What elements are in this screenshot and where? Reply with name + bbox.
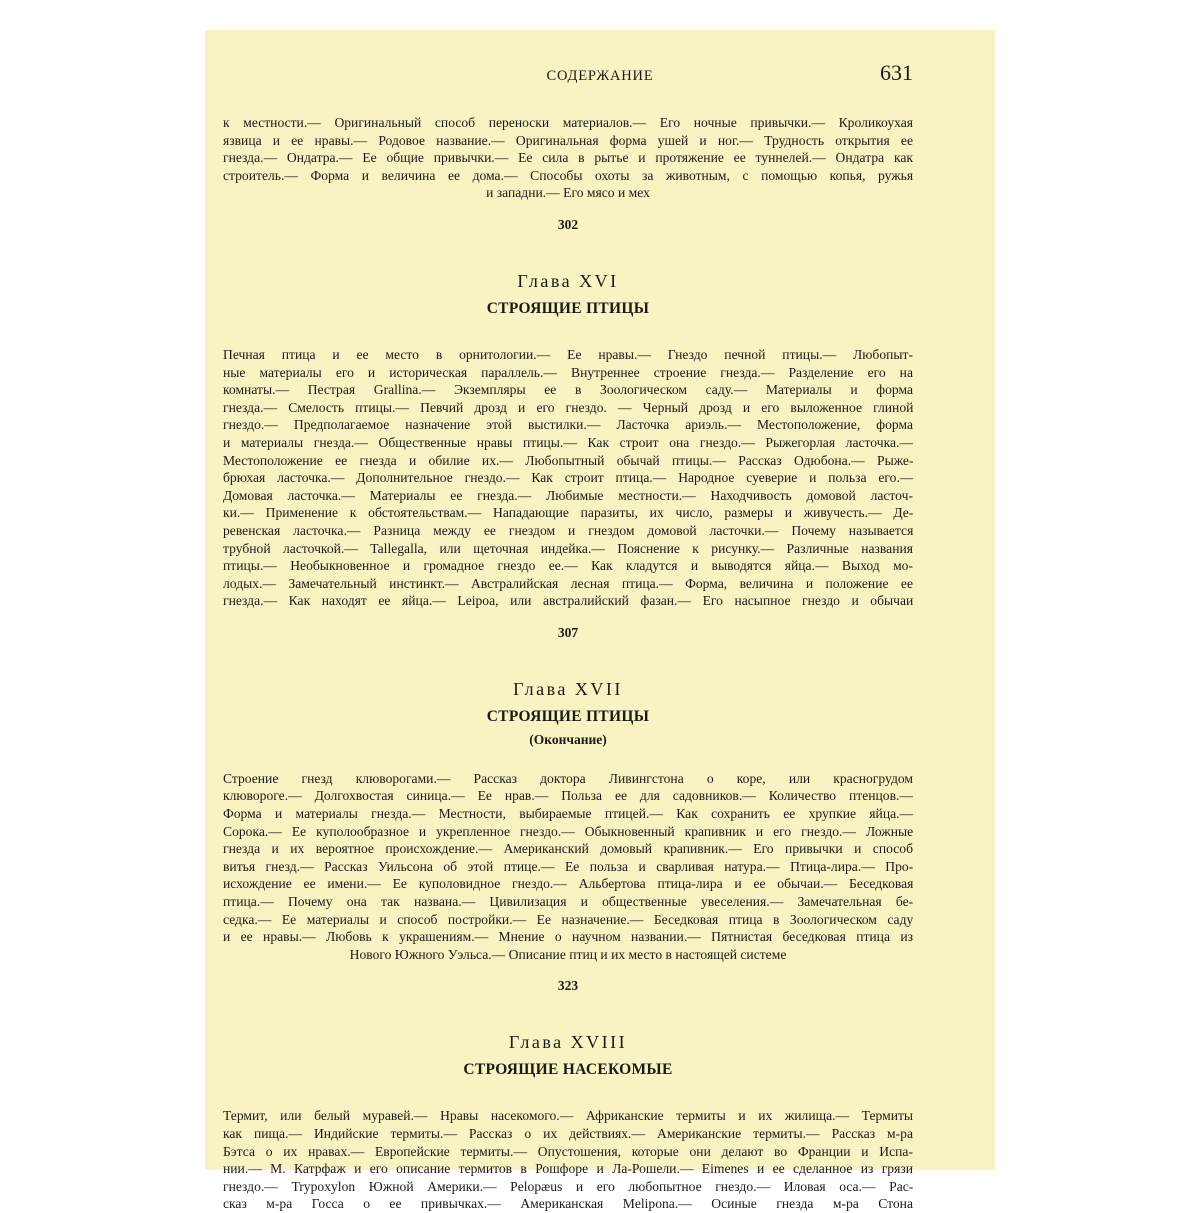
page-ref: 307 bbox=[557, 624, 579, 640]
text-line: гнезда.— Как находят ее яйца.— Leipoa, или австралийский фазан.— Его насыпное гнездо и обычаи bbox=[223, 593, 913, 609]
text-line: как пища.— Индийские термиты.— Рассказ о их действиях.— Американские термиты.— Рассказ м-ра bbox=[223, 1126, 913, 1141]
text-line: ные материалы его и историческая параллель.— Внутреннее строение гнезда.— Разделение его на bbox=[223, 364, 913, 380]
text-line: Местоположение ее гнезда и обилие их.— Любопытный обычай птицы.— Рассказ Одюбона.— Рыже- bbox=[223, 452, 913, 468]
text-line: и западни.— Его мясо и мех bbox=[486, 185, 650, 201]
text-line: Строение гнезд клюворогами.— Рассказ доктора Ливингстона о коре, или красногрудом bbox=[223, 770, 913, 786]
chapter-title: СТРОЯЩИЕ НАСЕКОМЫЕ bbox=[463, 1061, 673, 1079]
text-line: лодых.— Замечательный инстинкт.— Австралийская лесная птица.— Форма, величина и положение ее bbox=[223, 575, 913, 591]
top-block-text bbox=[223, 114, 913, 202]
text-line: Сорока.— Ее куполообразное и укрепленное гнездо.— Обыкновенный крапивник и его гнездо.— Ложные bbox=[223, 823, 913, 839]
chapter-summary bbox=[223, 1107, 913, 1213]
text-line: гнездо.— Trypoxylon Южной Америки.— Pelopæus и его любопытное гнездо.— Иловая оса.— Рас- bbox=[223, 1178, 913, 1194]
text-line: сказ м-ра Госса о ее привычках.— Американская Melipona.— Осиные гнезда м-ра Стона bbox=[223, 1196, 913, 1212]
text-line: гнездо.— Предполагаемое назначение этой выстилки.— Ласточка ариэль.— Местоположение, форма bbox=[223, 417, 913, 433]
page-ref: 323 bbox=[557, 978, 579, 994]
book-page bbox=[205, 30, 995, 1212]
text-line: витья гнезд.— Рассказ Уильсона об этой птице.— Ее польза и сварливая натура.— Птица-лира.— Про- bbox=[223, 858, 913, 874]
running-head: СОДЕРЖАНИЕ bbox=[546, 68, 654, 84]
text-line: Печная птица и ее место в орнитологии.— Ее нравы.— Гнездо печной птицы.— Любопыт- bbox=[223, 346, 913, 362]
chapter-title: СТРОЯЩИЕ ПТИЦЫ bbox=[486, 707, 650, 725]
text-line: гнезда.— Ондатра.— Ее общие привычки.— Ее сила в рытье и протяжение ее туннелей.— Ондатра как bbox=[223, 150, 913, 166]
chapter-title: СТРОЯЩИЕ ПТИЦЫ bbox=[486, 299, 650, 317]
page-number: 631 bbox=[880, 60, 913, 85]
text-line: ки.— Применение к обстоятельствам.— Нападающие паразиты, их число, размеры и живучесть.— Де- bbox=[223, 505, 913, 521]
contents-body bbox=[223, 114, 913, 1213]
text-line: комнаты.— Пестрая Grallina.— Экземпляры ее в Зоологическом саду.— Материалы и форма bbox=[223, 382, 913, 398]
text-line: трубной ласточкой.— Tallegalla, или щеточная индейка.— Пояснение к рисунку.— Различные названия bbox=[223, 540, 913, 556]
text-line: Бэтса о их нравах.— Европейские термиты.— Опустошения, которые они делают во Франции и Испа- bbox=[223, 1143, 913, 1159]
text-line: брюхая ласточка.— Дополнительное гнездо.— Как строит птица.— Народное суеверие и польза его.— bbox=[223, 470, 913, 486]
text-line: ревенская ласточка.— Разница между ее гнездом и гнездом домовой ласточки.— Почему называется bbox=[223, 522, 913, 538]
chapter-heading: Глава XVIII bbox=[508, 1032, 628, 1053]
text-line: язвица и ее нравы.— Родовое название.— Оригинальная форма ушей и ног.— Трудность открытия ее bbox=[223, 132, 913, 148]
page-ref: 302 bbox=[557, 216, 579, 232]
text-line: Термит, или белый муравей.— Нравы насекомого.— Африканские термиты и их жилища.— Термиты bbox=[223, 1108, 913, 1124]
text-line: нии.— М. Катрфаж и его описание термитов в Рошфоре и Ла-Рошели.— Eimenes и ее сделанное из грязи bbox=[223, 1161, 913, 1177]
text-line: птица.— Почему она так названа.— Цивилизация и общественные увеселения.— Замечательная бе- bbox=[223, 894, 913, 910]
text-line: к местности.— Оригинальный способ переноски материалов.— Его ночные привычки.— Кроликоухая bbox=[223, 115, 913, 130]
chapter-heading: Глава XVI bbox=[517, 270, 619, 291]
text-line: и материалы гнезда.— Общественные нравы птицы.— Как строит она гнездо.— Рыжегорлая ласточка.— bbox=[223, 434, 913, 450]
text-line: гнезда.— Смелость птицы.— Певчий дрозд и его гнездо. — Черный дрозд и его выложенное глиной bbox=[223, 399, 913, 415]
chapter-summary bbox=[223, 770, 913, 964]
text-line: седка.— Ее материалы и способ постройки.— Ее назначение.— Беседковая птица в Зоологическом саду bbox=[223, 911, 913, 927]
text-line: Форма и материалы гнезда.— Местности, выбираемые птицей.— Как сохранить ее хрупкие яйца.— bbox=[223, 806, 913, 822]
chapter-summary bbox=[223, 346, 913, 610]
chapter-heading: Глава XVII bbox=[513, 678, 623, 699]
text-line: строитель.— Форма и величина ее дома.— Способы охоты за животным, с помощью копья, ружья bbox=[223, 167, 913, 183]
chapter-subtitle: (Окончание) bbox=[529, 731, 607, 747]
text-line: Домовая ласточка.— Материалы ее гнезда.— Любимые местности.— Находчивость домовой ласточ- bbox=[223, 487, 913, 503]
text-line: и ее нравы.— Любовь к украшениям.— Мнение о научном названии.— Пятнистая беседковая птица из bbox=[223, 929, 913, 945]
text-line: клюворoге.— Долгохвостая синица.— Ее нрав.— Польза ее для садовников.— Количество птенцов.— bbox=[223, 788, 913, 804]
text-line: птицы.— Необыкновенное и громадное гнездо ее.— Как кладутся и выводятся яйца.— Выход мо- bbox=[223, 558, 913, 574]
text-line: исхождение ее имени.— Ее куполовидное гнездо.— Альбертова птица-лира и ее обычаи.— Беседковая bbox=[223, 876, 913, 892]
text-line: Нового Южного Уэльса.— Описание птиц и их место в настоящей системе bbox=[349, 946, 787, 962]
text-line: гнезда и их вероятное происхождение.— Американский домовый крапивник.— Его привычки и способ bbox=[223, 841, 913, 857]
